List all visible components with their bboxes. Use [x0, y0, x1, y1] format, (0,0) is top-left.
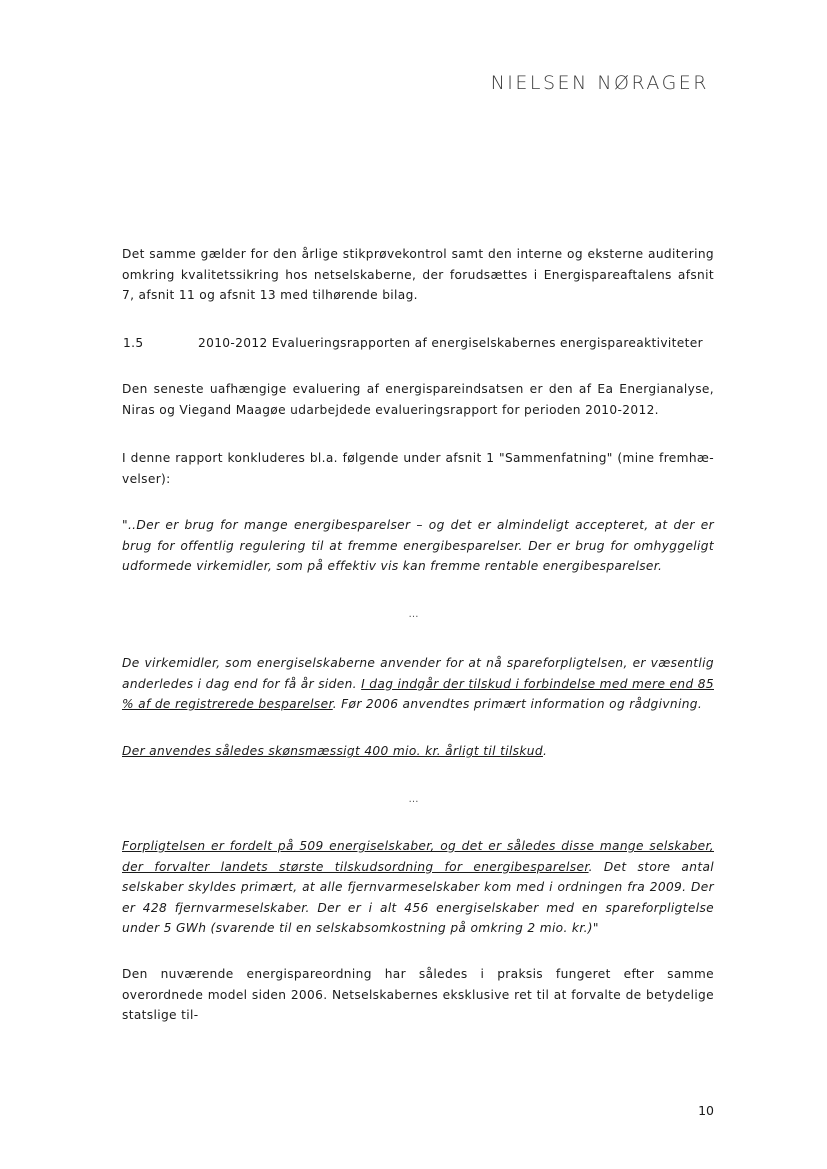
section-number: 1.5: [123, 336, 144, 350]
quote-paragraph-4: [122, 836, 714, 939]
company-logo: NIELSEN NØRAGER: [490, 72, 709, 94]
quote-3-text-end: .: [542, 744, 548, 758]
quote-4-emphasis: Forpligtelsen er fordelt på 509 energiselskaber, og det er således disse mange selskaber, der forvalter landets største tilskudsordning for energibesparelser: [122, 839, 714, 874]
ellipsis-1: …: [408, 609, 419, 620]
paragraph-current-scheme: Den nuværende energispareordning har således i praksis fungeret efter samme overordnede model siden 2006. Netselskabernes eksklusive ret til at forvalte de betydelige statslige til-: [122, 967, 714, 1022]
section-title: 2010-2012 Evalueringsrapporten af energiselskabernes energispareaktiviteter: [198, 336, 703, 350]
paragraph-auditing: Det samme gælder for den årlige stikprøvekontrol samt den interne og eksterne auditering omkring kvalitetssikring hos netselskaberne, der forudsættes i Energispareaftalens afsnit 7, afsnit 11 og afsnit 13 med tilhørende bilag.: [122, 247, 714, 302]
quote-2-text: De virkemidler, som energiselskaberne anvender for at nå spareforpligtelsen, er væsentlig anderledes i dag end for få år siden.: [122, 656, 714, 691]
quote-3-emphasis: Der anvendes således skønsmæssigt 400 mio. kr. årligt til tilskud: [122, 744, 543, 758]
ellipsis-2: …: [408, 794, 419, 805]
quote-paragraph-2: [122, 653, 714, 715]
section-heading: [123, 333, 703, 353]
paragraph-conclusion-intro: I denne rapport konkluderes bl.a. følgende under afsnit 1 "Sammenfatning" (mine fremhæ-velser):: [122, 451, 714, 486]
quote-4-text-end: . Det store antal selskaber skyldes primært, at alle fjernvarmeselskaber kom med i ordningen fra 2009. Der er 428 fjernvarmeselskaber. Der er i alt 456 energiselskaber med en spareforpligtelse under 5 GWh (svarende til en selskabsomkostning på omkring 2 mio. kr.)": [122, 859, 714, 935]
page-number: 10: [698, 1103, 714, 1118]
paragraph-evaluation: Den seneste uafhængige evaluering af energispareindsatsen er den af Ea Energianalyse, Niras og Viegand Maagøe udarbejdede evalueringsrapport for perioden 2010-2012.: [122, 382, 714, 417]
quote-paragraph-3: [122, 741, 714, 762]
quote-2-emphasis: I dag indgår der tilskud i forbindelse med mere end 85 % af de registrerede besparelser: [122, 676, 714, 711]
quote-2-text-end: . Før 2006 anvendtes primært information og rådgivning.: [332, 697, 703, 711]
quote-paragraph-1: "..Der er brug for mange energibesparelser – og det er almindeligt accepteret, at der er brug for offentlig regulering til at fremme energibesparelser. Der er brug for omhyggeligt udformede virkemidler, som på effektiv vis kan fremme rentable energibesparelser.: [122, 518, 714, 573]
